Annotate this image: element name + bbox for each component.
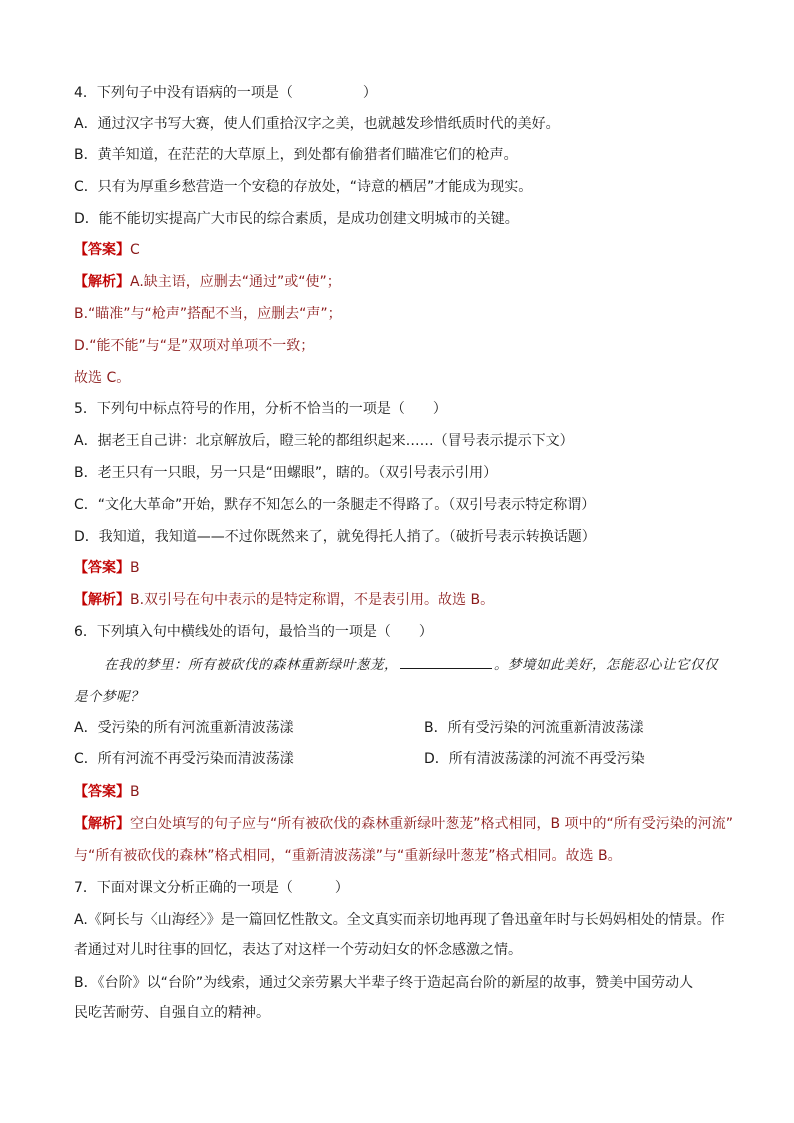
q5-option-a: A．据老王自己讲：北京解放后，瞪三轮的都组织起来……（冒号表示提示下文）	[74, 433, 574, 449]
q6-quote-line2: 是个梦呢？	[74, 689, 144, 705]
q4-option-c: C．只有为厚重乡愁营造一个安稳的存放处，“诗意的栖居”才能成为现实。	[74, 179, 533, 195]
analysis-text: B.双引号在句中表示的是特定称谓，不是表引用。故选 B。	[130, 592, 495, 608]
answer-tag: 【答案】	[74, 784, 130, 800]
analysis-tag: 【解析】	[74, 592, 130, 608]
q6-option-b: B．所有受污染的河流重新清波荡漾	[424, 720, 644, 736]
q4-analysis-line2: B.“瞄准”与“枪声”搭配不当，应删去“声”；	[74, 306, 342, 322]
q4-analysis	[74, 272, 754, 292]
answer-tag: 【答案】	[74, 560, 130, 576]
q4-analysis-line3: D.“能不能”与“是”双项对单项不一致；	[74, 338, 315, 354]
q4-stem: 4．下列句子中没有语病的一项是（ ）	[74, 85, 377, 101]
q4-analysis-line4: 故选 C。	[74, 370, 131, 386]
answer-value: B	[130, 784, 140, 800]
q4-option-a: A．通过汉字书写大赛，使人们重拾汉字之美，也就越发珍惜纸质时代的美好。	[74, 116, 560, 132]
analysis-tag: 【解析】	[74, 816, 130, 832]
q4-option-d: D．能不能切实提高广大市民的综合素质，是成功创建文明城市的关键。	[74, 211, 519, 227]
answer-value: C	[130, 242, 140, 258]
q4-answer	[74, 240, 754, 260]
q5-option-b: B．老王只有一只眼，另一只是“田螺眼”，瞎的。（双引号表示引用）	[74, 465, 498, 481]
q7-option-b-line2: 民吃苦耐劳、自强自立的精神。	[74, 1005, 270, 1021]
q5-analysis	[74, 590, 754, 610]
q5-stem: 5．下列句中标点符号的作用，分析不恰当的一项是（ ）	[74, 401, 447, 417]
q4-option-b: B．黄羊知道，在茫茫的大草原上，到处都有偷猎者们瞄准它们的枪声。	[74, 147, 518, 163]
q6-quote	[104, 655, 754, 675]
q6-options-row1	[74, 718, 754, 738]
q6-analysis	[74, 814, 754, 834]
q6-answer	[74, 782, 754, 802]
q6-option-c: C．所有河流不再受污染而清波荡漾	[74, 751, 294, 767]
analysis-text: A.缺主语，应删去“通过”或“使”；	[130, 274, 341, 290]
q6-options-row2	[74, 749, 754, 769]
q7-option-b: B．《台阶》以“台阶”为线索，通过父亲劳累大半辈子终于造起高台阶的新屋的故事，赞美中国劳动人	[74, 975, 694, 991]
analysis-text: 空白处填写的句子应与“所有被砍伐的森林重新绿叶葱茏”格式相同，B 项中的“所有受污染的河流”	[130, 816, 734, 832]
q6-option-d: D．所有清波荡漾的河流不再受污染	[424, 751, 645, 767]
q5-option-d: D．我知道，我知道——不过你既然来了，就免得托人捎了。（破折号表示转换话题）	[74, 529, 596, 545]
q6-option-a: A．受污染的所有河流重新清波荡漾	[74, 720, 294, 736]
answer-value: B	[130, 560, 140, 576]
q7-option-a: A.《阿长与〈山海经〉》是一篇回忆性散文。全文真实而亲切地再现了鲁迅童年时与长妈妈相处的情景。作	[74, 912, 725, 928]
quote-before: 在我的梦里：所有被砍伐的森林重新绿叶葱茏，	[104, 657, 398, 673]
fill-blank	[400, 655, 492, 669]
q6-stem: 6．下列填入句中横线处的语句，最恰当的一项是（ ）	[74, 624, 433, 640]
analysis-tag: 【解析】	[74, 274, 130, 290]
q7-stem: 7．下面对课文分析正确的一项是（ ）	[74, 880, 349, 896]
q5-option-c: C．“文化大革命”开始，默存不知怎么的一条腿走不得路了。（双引号表示特定称谓）	[74, 497, 596, 513]
quote-after: 。梦境如此美好，怎能忍心让它仅仅	[494, 657, 718, 673]
q7-option-a-line2: 者通过对儿时往事的回忆，表达了对这样一个劳动妇女的怀念感激之情。	[74, 942, 522, 958]
q6-analysis-line2: 与“所有被砍伐的森林”格式相同，“重新清波荡漾”与“重新绿叶葱茏”格式相同。故选 B。	[74, 848, 622, 864]
q5-answer	[74, 558, 754, 578]
answer-tag: 【答案】	[74, 242, 130, 258]
